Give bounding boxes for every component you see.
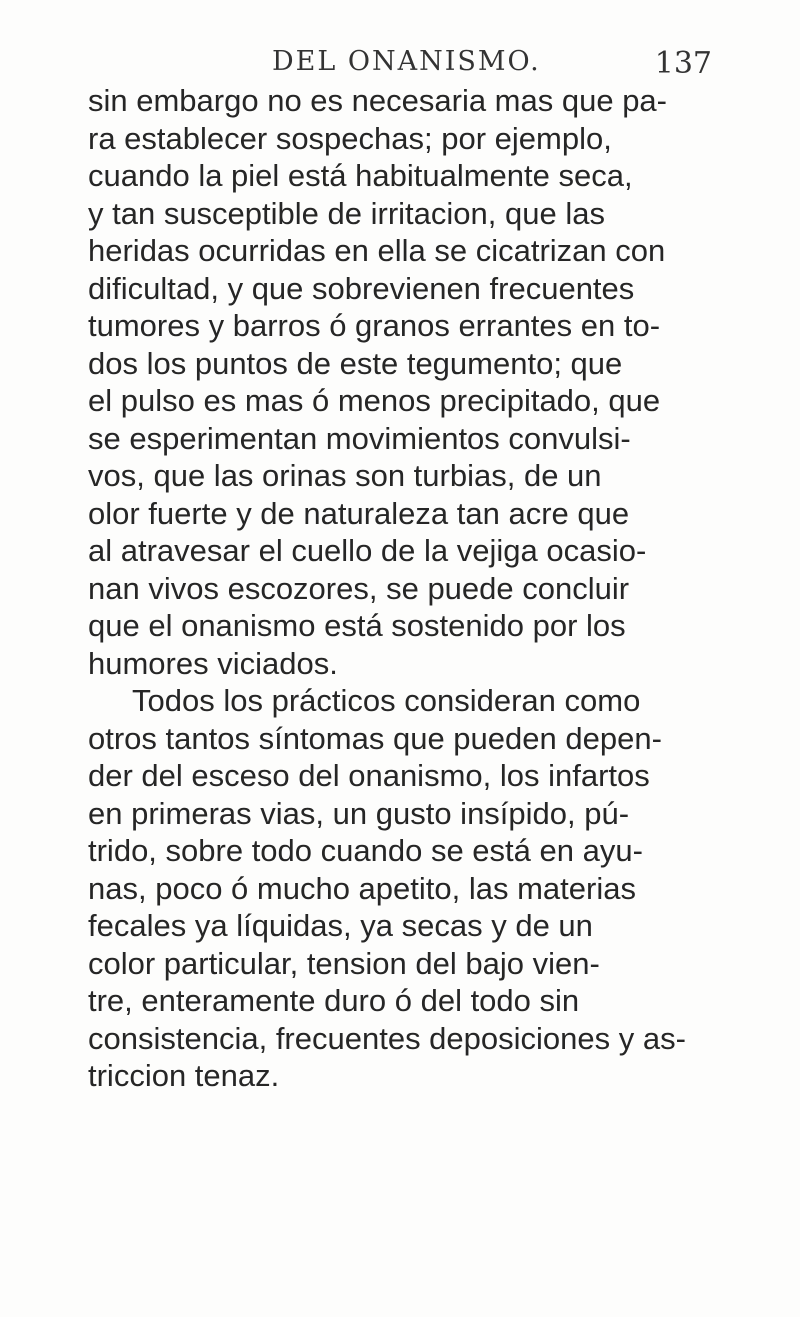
text-line: humores viciados. (88, 645, 338, 681)
text-line: Todos los prácticos consideran como (132, 683, 641, 718)
text-line: al atravesar el cuello de la vejiga ocasio- (88, 533, 647, 568)
text-line: dos los puntos de este tegumento; que (88, 345, 623, 381)
text-line: tre, enteramente duro ó del todo sin (88, 983, 580, 1018)
running-head-title: DEL ONANISMO. (272, 46, 541, 77)
text-line: nan vivos escozores, se puede concluir (88, 570, 630, 606)
text-line: heridas ocurridas en ella se cicatrizan con (88, 233, 666, 268)
text-line: cuando la piel está habitualmente seca, (88, 158, 633, 193)
paragraph (88, 82, 720, 682)
text-line: vos, que las orinas son turbias, de un (88, 458, 602, 493)
text-line: olor fuerte y de naturaleza tan acre que (88, 495, 630, 531)
text-line: el pulso es mas ó menos precipitado, que (88, 383, 661, 418)
paragraphs (88, 82, 720, 1095)
text-line: y tan susceptible de irritacion, que las (88, 195, 605, 231)
text-line: otros tantos síntomas que pueden depen- (88, 720, 662, 756)
text-line: trido, sobre todo cuando se está en ayu- (88, 833, 643, 868)
text-line: ra establecer sospechas; por ejemplo, (88, 120, 612, 156)
body-text (88, 82, 720, 1095)
page-number: 137 (654, 46, 712, 81)
text-line: fecales ya líquidas, ya secas y de un (88, 908, 593, 943)
text-line: tumores y barros ó granos errantes en to- (88, 308, 661, 343)
text-line: consistencia, frecuentes deposiciones y as- (88, 1020, 686, 1056)
text-line: der del esceso del onanismo, los infartos (88, 758, 650, 793)
text-line: en primeras vias, un gusto insípido, pú- (88, 795, 630, 831)
text-line: dificultad, y que sobrevienen frecuentes (88, 270, 635, 306)
text-line: nas, poco ó mucho apetito, las materias (88, 870, 636, 906)
text-line: que el onanismo está sostenido por los (88, 608, 626, 643)
text-line: se esperimentan movimientos convulsi- (88, 420, 631, 456)
paragraph (88, 682, 720, 1095)
text-line: triccion tenaz. (88, 1058, 280, 1093)
text-line: color particular, tension del bajo vien- (88, 945, 600, 981)
text-line: sin embargo no es necesaria mas que pa- (88, 83, 667, 118)
